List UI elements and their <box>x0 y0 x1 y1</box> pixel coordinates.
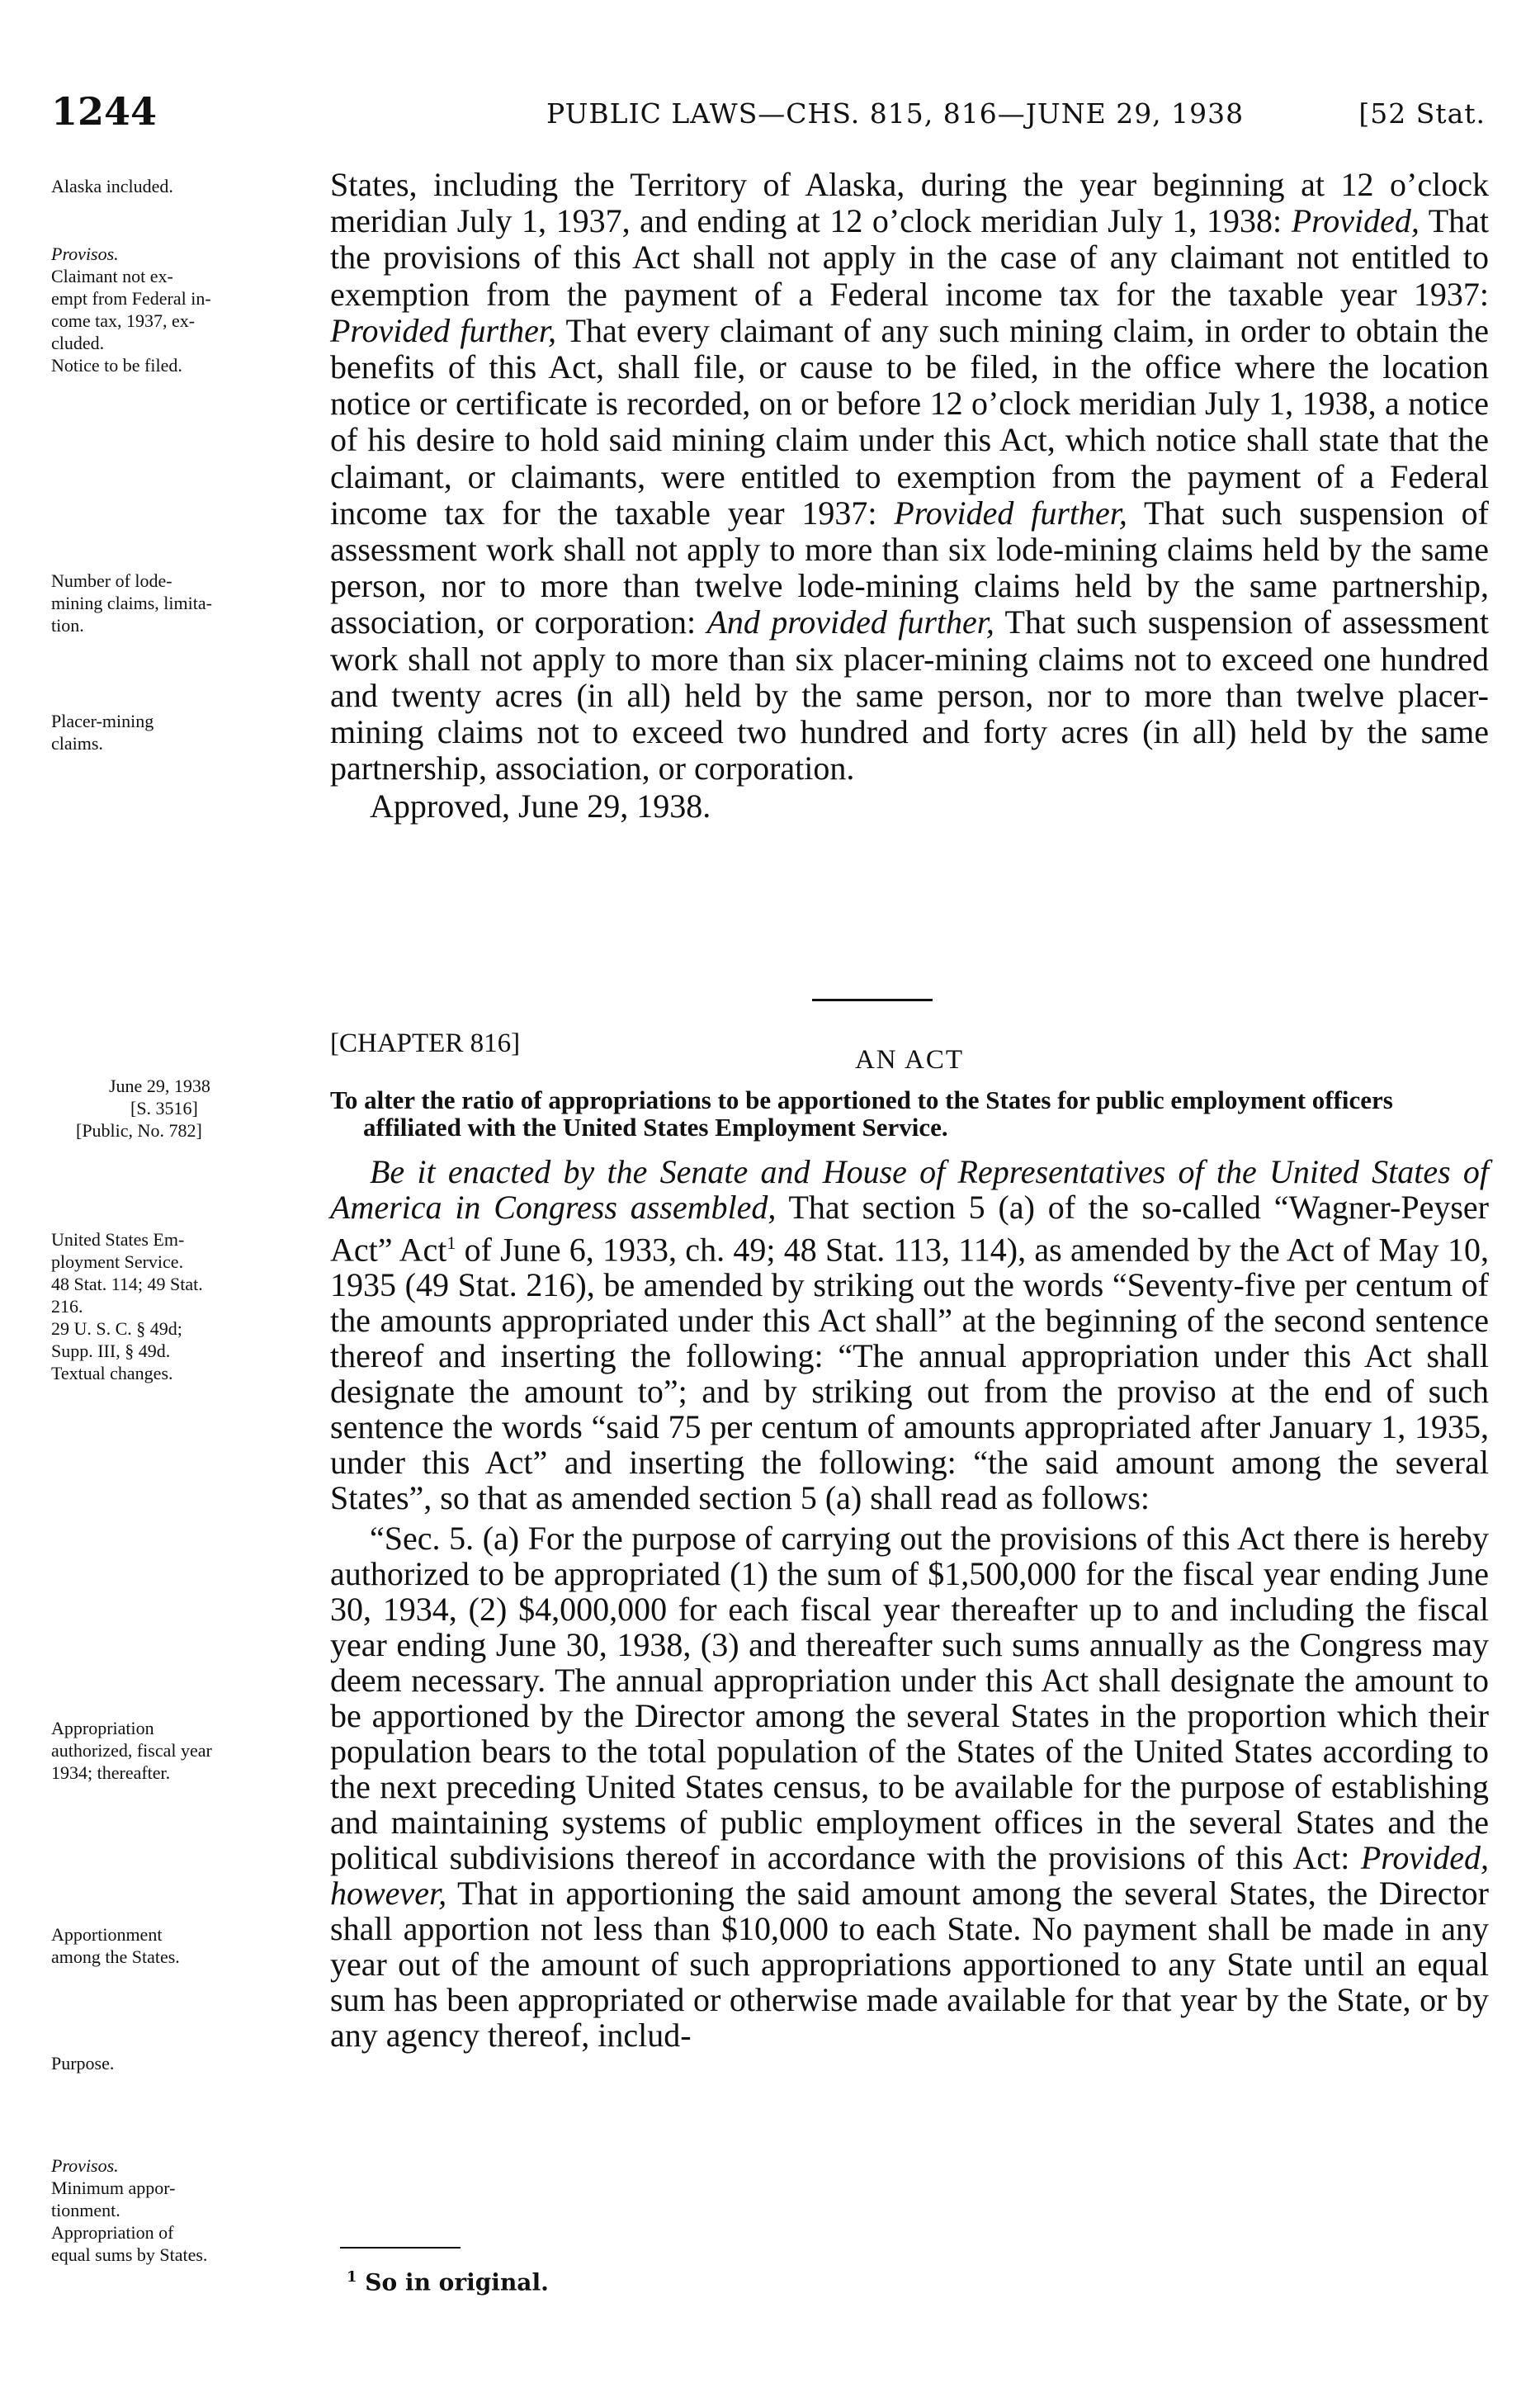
page-number: 1244 <box>51 89 158 134</box>
page-header <box>51 89 1486 139</box>
margin-note-appropriation: Appropriation authorized, fiscal year 1934; thereafter. <box>51 1718 212 1783</box>
enacting-clause: Be it enacted by the Senate and House of Representatives of the United States of America in Congress assembled, <box>330 1153 1489 1226</box>
act-title: AN ACT <box>854 1045 965 1075</box>
volume-reference: [52 Stat. <box>1358 97 1486 130</box>
chapter-heading: [CHAPTER 816] <box>330 1029 521 1058</box>
margin-note-apportionment: Apportionment among the States. <box>51 1924 180 1967</box>
approved-date: Approved, June 29, 1938. <box>370 787 711 825</box>
margin-note-lode-mining: Number of lode- mining claims, limita- tion. <box>51 570 212 636</box>
margin-note-provisos-income-tax: Provisos. Claimant not ex- empt from Federal in- come tax, 1937, ex- cluded. Notice to be filed. <box>51 244 211 376</box>
paragraph-section-5a: “Sec. 5. (a) For the purpose of carrying out the provisions of this Act there is hereby authorized to be appropriated (1) the sum of $1,500,000 for the fiscal year ending June 30, 1934, (2) $4,000,000 for each fiscal year thereafter up to and including the fiscal year ending June 30, 1938, (3) and thereafter such sums annually as the Congress may deem necessary. The annual appropriation under this Act shall designate the amount to be apportioned by the Director among the several States in the proportion which their population bears to the total population of the States of the United States according to the next preceding United States census, to be available for the purpose of establishing and maintaining systems of public employment offices in the several States and the political subdivisions thereof in accordance with the provisions of this Act: Provided, however, That in apportioning the said amount among the several States, the Director shall apportion not less than $10,000 to each State. No payment shall be made in any year out of the amount of such appropriations apportioned to any State until an equal sum has been appropriated or otherwise made available for that year by the State, or by any agency thereof, includ- <box>330 1520 1490 2055</box>
running-head: PUBLIC LAWS—CHS. 815, 816—JUNE 29, 1938 <box>546 97 1245 130</box>
section-divider <box>812 999 933 1001</box>
footnote: $^1$ So in original. <box>347 2268 549 2296</box>
margin-note-purpose: Purpose. <box>51 2053 115 2074</box>
margin-note-bill-date: June 29, 1938 [S. 3516] [Public, No. 782] <box>76 1076 210 1141</box>
margin-note-employment-service: United States Em- ployment Service. 48 Stat. 114; 49 Stat. 216. 29 U. S. C. § 49d; Supp. III, § 49d. Textual changes. <box>51 1229 203 1383</box>
margin-note-alaska: Alaska included. <box>51 176 173 196</box>
footnote-marker: 1 <box>446 1232 456 1253</box>
chapter-815-text <box>330 167 1489 825</box>
margin-note-placer-mining: Placer-mining claims. <box>51 711 154 754</box>
paragraph-amendment: Be it enacted by the Senate and House of Representatives of the United States of America in Congress assembled, That section 5 (a) of the so-called “Wagner-Peyser Act” Act$^1$ of June 6, 1933, ch. 49; 48 Stat. 113, 114), as amended by the Act of May 10, 1935 (49 Stat. 216), be amended by striking out the words “Seventy-five per centum of the amounts appropriated under this Act shall” at the beginning of the second sentence thereof and inserting the following: “The annual appropriation under this Act shall designate the amount to”; and by striking out from the proviso at the end of such sentence the words “said 75 per centum of amounts appropriated after January 1, 1935, under this Act” and inserting the following: “the said amount among the several States”, so that as amended section 5 (a) shall read as follows: <box>330 1153 1489 1517</box>
chapter-816-text <box>330 1154 1489 2053</box>
paragraph-mining-claims: States, including the Territory of Alaska, during the year beginning at 12 o’clock meridian July 1, 1937, and ending at 12 o’clock meridian July 1, 1938: Provided, That the provisions of this Act shall not apply in the case of any claimant not entitled to exemption from the payment of a Federal income tax for the taxable year 1937: Provided further, That every claimant of any such mining claim, in order to obtain the benefits of this Act, shall file, or cause to be filed, in the office where the location notice or certificate is recorded, on or before 12 o’clock meridian July 1, 1938, a notice of his desire to hold said mining claim under this Act, which notice shall state that the claimant, or claimants, were entitled to exemption from the payment of a Federal income tax for the taxable year 1937: Provided further, That such suspension of assessment work shall not apply to more than six lode-mining claims held by the same person, nor to more than twelve lode-mining claims held by the same partnership, association, or corporation: And provided further, That such suspension of assessment work shall not apply to more than six placer-mining claims not to exceed one hundred and twenty acres (in all) held by the same person, nor to more than twelve placer-mining claims not to exceed two hundred and forty acres (in all) held by the same partnership, association, or corporation. <box>330 166 1490 787</box>
margin-note-provisos-minimum: Provisos. Minimum appor- tionment. Appropriation of equal sums by States. <box>51 2155 208 2265</box>
footnote-rule <box>340 2247 461 2249</box>
act-purpose: To alter the ratio of appropriations to be apportioned to the States for public employment officers affiliated with the United States Employment Service. <box>330 1085 1393 1142</box>
